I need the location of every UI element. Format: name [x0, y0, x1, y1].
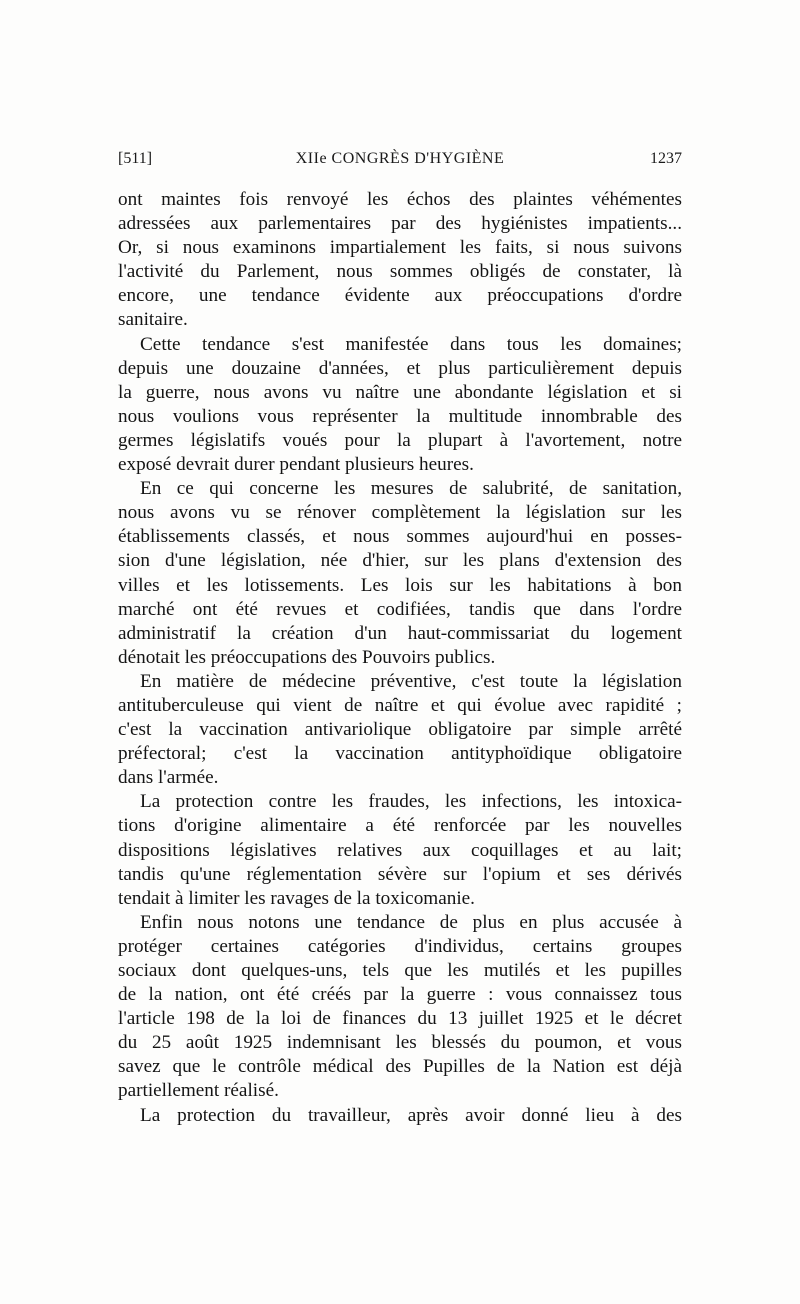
text-line: préfectoral; c'est la vaccination antityphoïdique obligatoire [118, 743, 682, 765]
text-line: ont maintes fois renvoyé les échos des plaintes véhémentes [118, 189, 682, 210]
text-line: tions d'origine alimentaire a été renforcée par les nouvelles [118, 815, 682, 837]
text-line: sion d'une législation, née d'hier, sur les plans d'extension des [118, 550, 682, 572]
text-line: antituberculeuse qui vient de naître et qui évolue avec rapidité ; [118, 694, 682, 716]
text-line: c'est la vaccination antivariolique obligatoire par simple arrêté [118, 719, 682, 741]
text-line: nous avons vu se rénover complètement la législation sur les [118, 502, 682, 524]
text-line: La protection contre les fraudes, les infections, les intoxica- [140, 791, 682, 813]
text-line: adressées aux parlementaires par des hygiénistes impatients... [118, 213, 682, 235]
text-line: germes législatifs voués pour la plupart à l'avortement, notre [118, 429, 682, 451]
text-line: En ce qui concerne les mesures de salubrité, de sanitation, [140, 478, 682, 500]
text-line: La protection du travailleur, après avoir donné lieu à des [140, 1104, 682, 1126]
text-line: encore, une tendance évidente aux préoccupations d'ordre [118, 285, 682, 307]
text-line: administratif la création d'un haut-commissariat du logement [118, 622, 682, 644]
text-line: protéger certaines catégories d'individus, certains groupes [118, 935, 682, 957]
text-line: villes et les lotissements. Les lois sur les habitations à bon [118, 574, 682, 596]
text-line: Or, si nous examinons impartialement les faits, si nous suivons [118, 237, 682, 259]
running-header [118, 150, 682, 172]
text-line: établissements classés, et nous sommes aujourd'hui en posses- [118, 526, 682, 548]
text-line: depuis une douzaine d'années, et plus particulièrement depuis [118, 357, 682, 379]
section-number: [511] [118, 150, 153, 167]
text-line: dénotait les préoccupations des Pouvoirs publics. [118, 646, 496, 668]
text-line: En matière de médecine préventive, c'est toute la législation [140, 670, 682, 692]
text-line: de la nation, ont été créés par la guerre : vous connaissez tous [118, 984, 682, 1006]
text-line: dans l'armée. [118, 767, 219, 789]
text-line: sanitaire. [118, 309, 188, 331]
text-line: Enfin nous notons une tendance de plus en plus accusée à [140, 911, 682, 933]
body-text [118, 188, 682, 1128]
text-line: Cette tendance s'est manifestée dans tous les domaines; [140, 333, 682, 355]
text-line: tandis qu'une réglementation sévère sur l'opium et ses dérivés [118, 863, 682, 885]
text-line: partiellement réalisé. [118, 1080, 279, 1102]
text-line: la guerre, nous avons vu naître une abondante législation et si [118, 381, 682, 403]
text-line: l'article 198 de la loi de finances du 13 juillet 1925 et le décret [118, 1008, 682, 1030]
text-line: marché ont été revues et codifiées, tandis que dans l'ordre [118, 598, 682, 620]
running-title: XIIe CONGRÈS D'HYGIÈNE [295, 150, 505, 167]
text-line: l'activité du Parlement, nous sommes obligés de constater, là [118, 261, 682, 283]
text-line: exposé devrait durer pendant plusieurs heures. [118, 454, 474, 476]
text-line: tendait à limiter les ravages de la toxicomanie. [118, 887, 475, 909]
text-line: savez que le contrôle médical des Pupilles de la Nation est déjà [118, 1056, 682, 1078]
text-line: nous voulions vous représenter la multitude innombrable des [118, 405, 682, 427]
page-number: 1237 [650, 150, 682, 167]
text-line: dispositions législatives relatives aux coquillages et au lait; [118, 839, 682, 861]
text-line: du 25 août 1925 indemnisant les blessés du poumon, et vous [118, 1032, 682, 1054]
text-line: sociaux dont quelques-uns, tels que les mutilés et les pupilles [118, 960, 682, 981]
